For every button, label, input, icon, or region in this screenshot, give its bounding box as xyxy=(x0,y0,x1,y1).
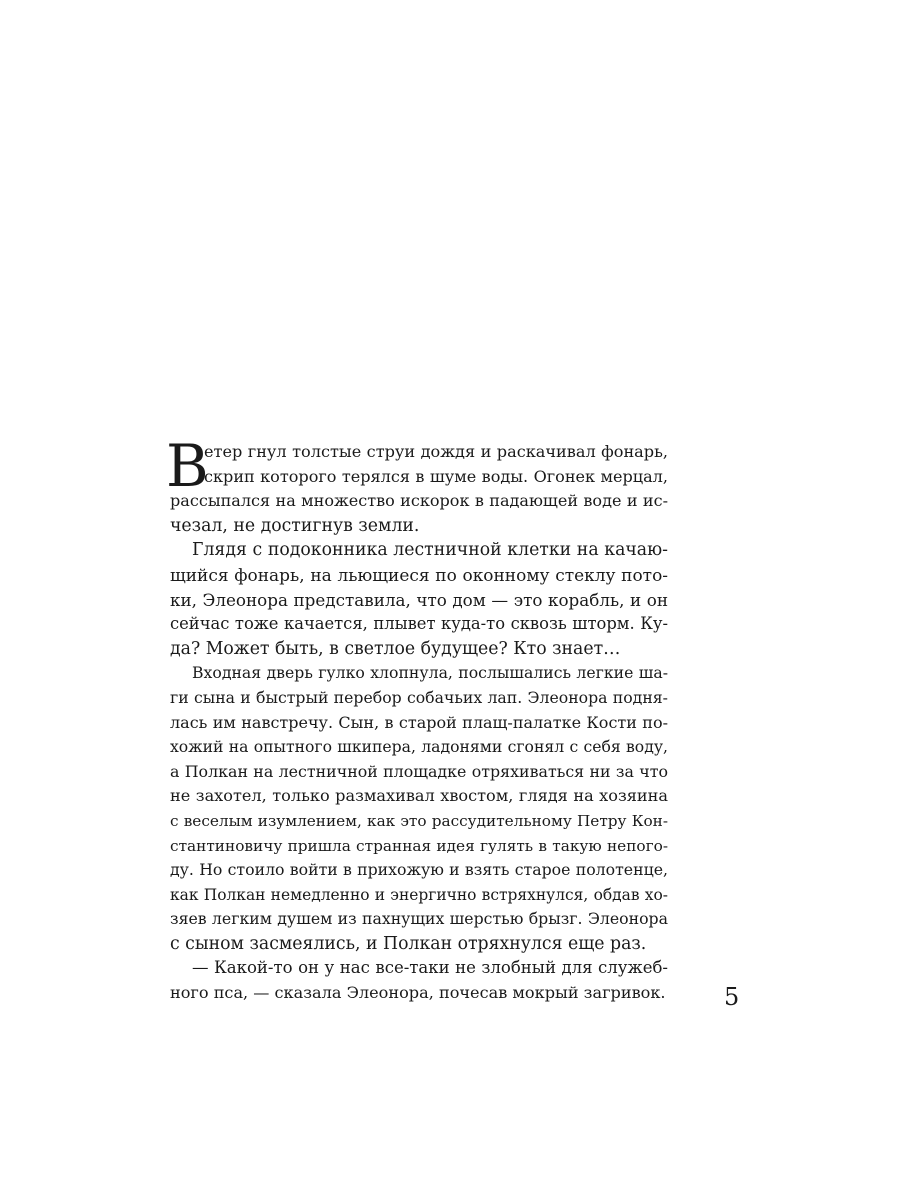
text-line: ду. Но стоило войти в прихожую и взять старое полотенце, xyxy=(170,860,668,880)
text-line: ки, Элеонора представила, что дом — это корабль, и он xyxy=(170,589,668,610)
text-line: лась им навстречу. Сын, в старой плащ-палатке Кости по- xyxy=(170,712,668,732)
text-line: а Полкан на лестничной площадке отряхиваться ни за что xyxy=(170,761,668,781)
text-line: зяев легким душем из пахнущих шерстью брызг. Элеонора xyxy=(170,909,668,929)
text-line: да? Может быть, в светлое будущее? Кто знает… xyxy=(170,638,621,659)
text-line: рассыпался на множество искорок в падающей воде и ис- xyxy=(170,491,668,511)
text-line: Входная дверь гулко хлопнула, послышались легкие ша- xyxy=(192,663,668,683)
paragraph-1 xyxy=(166,432,668,538)
text-line: не захотел, только размахивал хвостом, глядя на хозяина xyxy=(170,786,668,806)
text-line: щийся фонарь, на льющиеся по оконному стеклу пото- xyxy=(170,564,668,585)
text-line: с веселым изумлением, как это рассудительному Петру Кон- xyxy=(170,811,668,830)
text-line: с сыном засмеялись, и Полкан отряхнулся еще раз. xyxy=(170,933,647,954)
page-number: 5 xyxy=(724,983,740,1011)
text-line: ги сына и быстрый перебор собачьих лап. Элеонора подня- xyxy=(170,687,668,707)
paragraph-4 xyxy=(170,956,668,1005)
text-line: стантиновичу пришла странная идея гулять в такую непого- xyxy=(170,836,668,855)
text-line: как Полкан немедленно и энергично встряхнулся, обдав хо- xyxy=(170,885,668,904)
paragraph-3 xyxy=(170,661,668,956)
drop-cap-letter: В xyxy=(166,432,209,500)
paragraph-2 xyxy=(170,538,668,661)
body-text xyxy=(166,432,668,1006)
text-line: ного пса, — сказала Элеонора, почесав мокрый загривок. xyxy=(170,983,666,1003)
text-line: сейчас тоже качается, плывет куда-то сквозь шторм. Ку- xyxy=(170,614,668,634)
text-line: — Какой-то он у нас все-таки не злобный для служеб- xyxy=(192,958,668,978)
text-line: Глядя с подоконника лестничной клетки на качаю- xyxy=(192,540,668,561)
text-line: чезал, не достигнув земли. xyxy=(170,515,420,536)
text-line: хожий на опытного шкипера, ладонями сгонял с себя воду, xyxy=(170,737,668,757)
text-line: етер гнул толстые струи дождя и раскачивал фонарь, xyxy=(204,442,668,461)
text-line: скрип которого терялся в шуме воды. Огонек мерцал, xyxy=(204,466,668,486)
